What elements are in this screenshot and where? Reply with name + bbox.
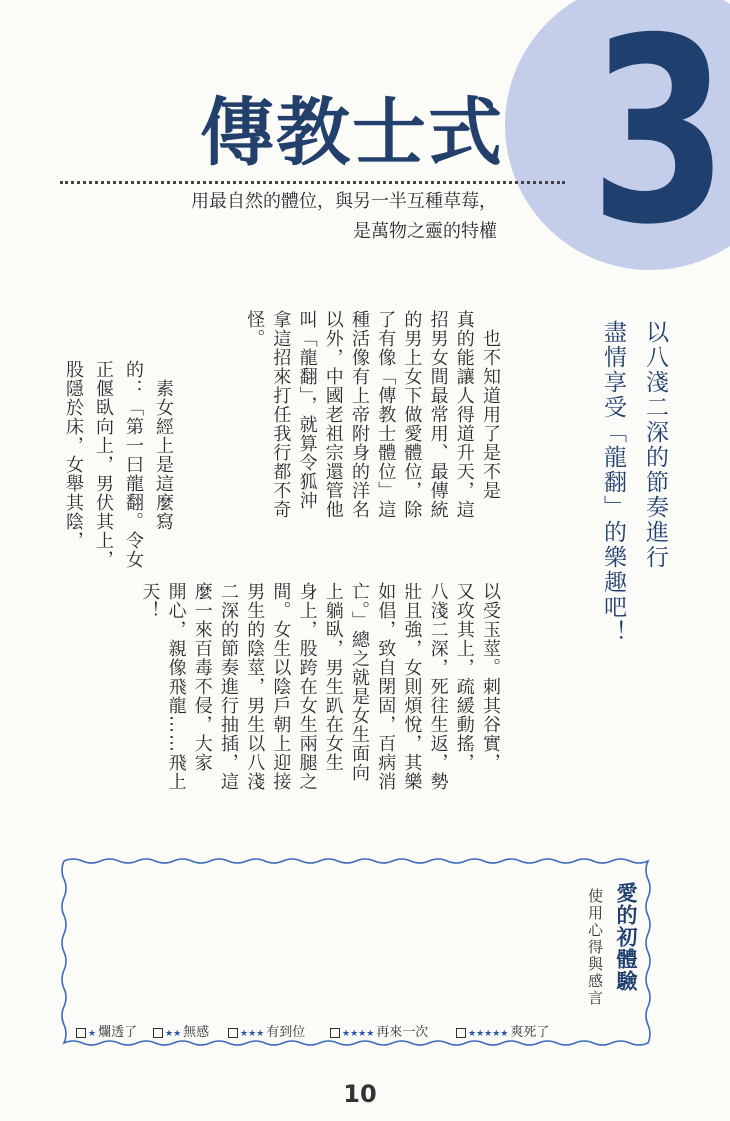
body-column: 又攻其上，疏緩動搖， (453, 582, 475, 772)
subtitle-line-1: 用最自然的體位，與另一半互種草莓， (191, 191, 497, 212)
rating-option[interactable] (153, 1024, 209, 1043)
body-column: 種活像有上帝附身的洋名 (349, 310, 370, 519)
subtitle-line-2: 是萬物之靈的特權 (353, 221, 497, 242)
body-column: 怪。 (244, 310, 266, 348)
rating-label: 爛透了 (98, 1025, 138, 1040)
star-icon: ★★★★★ (468, 1029, 509, 1039)
rating-option[interactable] (456, 1024, 549, 1043)
body-column: 股隱於床，女舉其陰， (63, 360, 84, 550)
body-column: 身上，股跨在女生兩腿之 (296, 582, 318, 791)
rating-option[interactable] (76, 1024, 137, 1043)
box-subtitle: 使用心得與感言 (586, 888, 604, 1007)
body-column: 以外，中國老祖宗還管他 (322, 310, 344, 519)
body-column: 以受玉莖。刺其谷實， (480, 582, 501, 772)
checkbox-icon[interactable] (228, 1028, 238, 1038)
body-column: 天！ (139, 582, 161, 620)
checkbox-icon[interactable] (330, 1028, 340, 1038)
body-column: 也不知道用了是不是 (480, 310, 501, 500)
body-column: 壯且強，女則煩悅，其樂 (401, 582, 423, 791)
body-column: 真的能讓人得道升天，這 (453, 310, 475, 519)
star-icon: ★★★ (240, 1029, 265, 1039)
headline-line-1: 以八淺二深的節奏進行 (642, 320, 668, 570)
body-column: 的男上女下做愛體位，除 (401, 310, 423, 519)
dotted-divider (60, 181, 565, 184)
body-column: 如倡，致自閉固，百病消 (375, 582, 397, 791)
body-column: 開心，親像飛龍……飛上 (165, 582, 187, 791)
body-column: 男生的陰莖，男生以八淺 (244, 582, 266, 791)
page-number: 10 (343, 1080, 377, 1108)
body-column: 的：「第一曰龍翻。令女 (123, 360, 144, 569)
body-column: 間。女生以陰戶朝上迎接 (270, 582, 292, 791)
page-title: 傳教士式 (200, 90, 504, 176)
checkbox-icon[interactable] (456, 1028, 466, 1038)
body-column: 招男女間最常用、最傳統 (427, 310, 449, 519)
star-icon: ★ (88, 1029, 97, 1039)
star-icon: ★★ (165, 1029, 182, 1039)
body-column: 了有像「傳教士體位」這 (375, 310, 397, 519)
rating-option[interactable] (330, 1024, 428, 1043)
body-column: 麼一來百毒不侵，大家 (191, 582, 213, 772)
star-icon: ★★★★ (342, 1029, 375, 1039)
body-column: 正偃臥向上，男伏其上， (93, 360, 114, 569)
rating-label: 無感 (183, 1025, 210, 1040)
body-column: 二深的節奏進行抽插，這 (218, 582, 239, 791)
body-column: 素女經上是這麼寫 (153, 360, 174, 531)
body-column: 亡。」總之就是女生面向 (349, 582, 370, 782)
checkbox-icon[interactable] (76, 1028, 86, 1038)
rating-option[interactable] (228, 1024, 305, 1043)
checkbox-icon[interactable] (153, 1028, 163, 1038)
body-column: 拿這招來打任我行都不奇 (270, 310, 292, 519)
rating-label: 有到位 (266, 1025, 306, 1040)
rating-label: 爽死了 (510, 1025, 550, 1040)
body-column: 叫「龍翻」，就算令狐沖 (296, 310, 318, 510)
headline-line-2: 盡情享受「龍翻」的樂趣吧！ (600, 320, 626, 645)
rating-label: 再來一次 (376, 1025, 429, 1040)
body-column: 八淺二深，死往生返，勢 (427, 582, 449, 791)
wavy-frame (58, 855, 654, 1049)
box-title: 愛的初體驗 (614, 882, 638, 992)
body-column: 上躺臥，男生趴在女生 (322, 582, 344, 772)
chapter-number: 3 (590, 0, 729, 281)
